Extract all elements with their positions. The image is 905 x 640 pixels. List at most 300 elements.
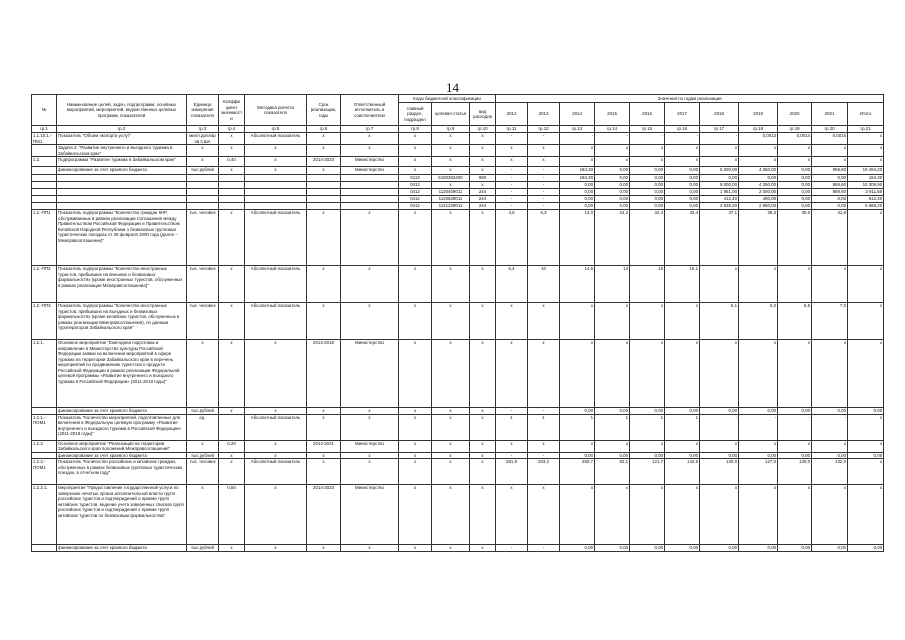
table-cell: 0,00 <box>778 182 812 189</box>
table-cell: 2 950,00 <box>739 203 778 210</box>
table-cell: 1 <box>665 414 700 440</box>
table-cell: x <box>432 266 470 303</box>
table-cell: 0,00 <box>560 408 595 415</box>
table-cell: x <box>630 157 665 167</box>
table-cell: x <box>739 340 778 408</box>
table-row <box>32 203 884 210</box>
table-cell: 0,00 <box>665 545 700 552</box>
table-cell: тыс. человек <box>187 266 219 303</box>
row-number-cell <box>32 196 57 203</box>
table-cell: тыс. человек <box>187 303 219 340</box>
table-cell: x <box>341 210 399 266</box>
table-row <box>32 145 884 157</box>
table-row <box>32 485 884 545</box>
table-cell: 0,00 <box>595 182 630 189</box>
table-cell <box>245 203 307 210</box>
table-cell <box>245 182 307 189</box>
table-cell: 2 636,20 <box>700 203 739 210</box>
table-cell <box>187 175 219 182</box>
row-name-cell: Основное мероприятие "Ежегодная подготовка и направление в Министерство культуры Российской Федерации заявки на включение мероприятий в сфере туризма на территории Забайкальского края в перечень мероприятий по продвижению туристского продукта Российской Федерации в рамках реализации Федеральной целевой программы «Развитие внутреннего и въездного туризма в Российской Федерации» (2011-2018 годы)" <box>57 340 187 408</box>
table-cell: 0,00 <box>665 167 700 175</box>
table-cell: x <box>399 459 432 485</box>
table-cell: x <box>665 157 700 167</box>
column-number-cell: гр.1 <box>32 126 57 133</box>
table-cell: x <box>245 485 307 545</box>
table-cell <box>187 196 219 203</box>
table-cell: x <box>470 167 496 175</box>
table-cell: 0412 <box>399 196 432 203</box>
table-cell: - <box>496 182 528 189</box>
table-cell: x <box>595 340 630 408</box>
table-cell: - <box>496 545 528 552</box>
column-number-cell: гр.7 <box>341 126 399 133</box>
row-number-cell: 1.2.2.-ПОМ1 <box>32 459 57 485</box>
table-cell: x <box>245 167 307 175</box>
header-method: Методика расчета показателя <box>245 95 307 126</box>
table-cell: x <box>399 210 432 266</box>
table-cell: 82,1 <box>595 459 630 485</box>
table-cell: x <box>496 440 528 452</box>
table-cell <box>219 189 245 196</box>
column-number-cell: гр.11 <box>496 126 528 133</box>
table-cell <box>307 189 341 196</box>
table-cell: 0,00 <box>778 175 812 182</box>
table-cell: x <box>560 157 595 167</box>
table-cell: 400,00 <box>739 196 778 203</box>
table-cell: x <box>245 452 307 459</box>
table-cell: 0412 <box>399 182 432 189</box>
table-cell: - <box>560 133 595 145</box>
table-cell: 120,0 <box>700 459 739 485</box>
table-cell: 0,00 <box>739 175 778 182</box>
table-cell: x <box>496 485 528 545</box>
table-cell: x <box>341 414 399 440</box>
table-cell <box>341 203 399 210</box>
table-cell: - <box>496 452 528 459</box>
table-cell: 0,00 <box>665 452 700 459</box>
table-cell: 0,00 <box>630 196 665 203</box>
row-name-cell: Показатель подпрограммы "Количество иностранных туристов, прибывших на внешних и безвизовых формальностях (кроме иностранных туристов, обслуженных в рамках реализации Межправсоглашения)" <box>57 266 187 303</box>
table-cell: 6,5 <box>778 303 812 340</box>
header-year-col: 2016 <box>630 103 665 126</box>
table-cell <box>245 175 307 182</box>
table-cell: 1 <box>630 414 665 440</box>
table-cell: - <box>812 414 848 440</box>
table-cell: x <box>739 157 778 167</box>
table-cell: 0,00 <box>630 167 665 175</box>
row-name-cell <box>57 182 187 189</box>
table-row <box>32 414 884 440</box>
table-cell: x <box>470 157 496 167</box>
header-resp: Ответственный исполнитель и соисполнители <box>341 95 399 126</box>
table-cell: x <box>812 340 848 408</box>
table-cell: 0,00 <box>812 203 848 210</box>
table-cell: 0,00 <box>665 196 700 203</box>
table-cell: x <box>399 485 432 545</box>
table-cell: x <box>630 303 665 340</box>
table-cell: x <box>630 340 665 408</box>
table-cell: x <box>560 485 595 545</box>
table-cell: 4,5 <box>496 210 528 266</box>
table-cell: x <box>432 133 470 145</box>
table-cell: 142,6 <box>665 459 700 485</box>
row-name-cell: финансирование за счет краевого бюджета <box>57 167 187 175</box>
table-cell: x <box>778 440 812 452</box>
table-cell: x <box>470 340 496 408</box>
table-cell: тыс. человек <box>187 459 219 485</box>
column-number-cell: гр.14 <box>595 126 630 133</box>
table-cell: 0,40 <box>219 157 245 167</box>
table-cell: x <box>219 545 245 552</box>
row-number-cell <box>32 145 57 157</box>
table-cell: x <box>219 133 245 145</box>
table-cell: - <box>528 167 560 175</box>
table-cell: 281,9 <box>496 459 528 485</box>
table-cell: 5 000,00 <box>700 167 739 175</box>
table-cell: Абсолютный показатель <box>245 414 307 440</box>
table-cell: x <box>307 459 341 485</box>
row-name-cell: Показатель подпрограммы "Количество граждан КНР, обслуживаемых в рамках реализации Соглашения между Правительством Российской Федерации и Правительством Китайской Народной Республики о безвизовых групповых туристических поездках от 29 февраля 2000 года (далее – Межправсоглашение)" <box>57 210 187 266</box>
table-cell: Абсолютный показатель <box>245 266 307 303</box>
table-cell: 5150363400 <box>432 175 470 182</box>
table-cell: 203,2 <box>528 459 560 485</box>
table-cell: 244 <box>470 189 496 196</box>
table-cell: милл.долларов США <box>187 133 219 145</box>
table-cell: x <box>307 210 341 266</box>
table-cell <box>219 196 245 203</box>
table-cell <box>341 182 399 189</box>
table-cell: x <box>245 440 307 452</box>
table-cell: 0,00 <box>665 203 700 210</box>
table-cell: x <box>399 408 432 415</box>
table-row <box>32 189 884 196</box>
program-table <box>31 94 884 552</box>
table-cell: 0,00 <box>700 408 739 415</box>
header-year-col: Итого <box>848 103 884 126</box>
table-cell: - <box>528 133 560 145</box>
table-cell: x <box>399 266 432 303</box>
table-cell: x <box>341 266 399 303</box>
table-cell: x <box>470 485 496 545</box>
table-cell: x <box>496 157 528 167</box>
table-cell: x <box>560 303 595 340</box>
table-cell: 0,00 <box>560 182 595 189</box>
table-cell: 0,0015 <box>812 133 848 145</box>
table-cell: x <box>848 440 884 452</box>
table-cell: x <box>848 303 884 340</box>
header-year-col: 2018 <box>700 103 739 126</box>
table-cell: - <box>528 189 560 196</box>
table-cell: x <box>432 452 470 459</box>
table-cell: 0,00 <box>630 182 665 189</box>
row-name-cell: финансирование за счет краевого бюджета <box>57 545 187 552</box>
table-cell <box>341 175 399 182</box>
table-cell: 13,0 <box>560 210 595 266</box>
table-cell: 0,00 <box>595 167 630 175</box>
table-cell: 0,00 <box>595 545 630 552</box>
row-number-cell: 1.2.-ПП2 <box>32 266 57 303</box>
table-cell: - <box>595 133 630 145</box>
row-number-cell: 1.1.10.1.-ПМ1 <box>32 133 57 145</box>
table-cell: x <box>496 145 528 157</box>
row-number-cell <box>32 182 57 189</box>
table-cell: x <box>848 340 884 408</box>
row-name-cell: Показатель подпрограммы "Количество иностранных туристов, прибывших на въездных и безвизовых формальностях (кроме китайских туристов, обслуженных в рамках реализации Межправсоглашения), по данным туроператоров Забайкальского края" <box>57 303 187 340</box>
table-cell: x <box>528 340 560 408</box>
table-cell: Абсолютный показатель <box>245 133 307 145</box>
table-cell: x <box>219 408 245 415</box>
table-cell <box>341 196 399 203</box>
table-cell: x <box>470 210 496 266</box>
table-cell: 244 <box>470 196 496 203</box>
header-bk-col: главный раздел, подраздел <box>399 103 432 126</box>
column-number-cell: гр.17 <box>700 126 739 133</box>
table-cell: 2 000,00 <box>739 189 778 196</box>
table-cell: x <box>432 485 470 545</box>
row-number-cell: 1.2.-ПП3 <box>32 303 57 340</box>
table-cell: x <box>307 414 341 440</box>
table-cell: x <box>665 440 700 452</box>
table-cell: x <box>560 340 595 408</box>
table-row <box>32 210 884 266</box>
table-cell: 0,00 <box>700 452 739 459</box>
table-cell: x <box>187 157 219 167</box>
table-cell: x <box>778 485 812 545</box>
header-year-col: 2015 <box>595 103 630 126</box>
table-cell: x <box>739 266 778 303</box>
table-cell: x <box>848 210 884 266</box>
table-cell: 0,00 <box>665 189 700 196</box>
table-cell: 0,00 <box>778 167 812 175</box>
table-cell: 1 <box>496 414 528 440</box>
table-cell: Министерство <box>341 485 399 545</box>
table-cell: x <box>848 145 884 157</box>
row-number-cell <box>32 175 57 182</box>
table-cell: x <box>595 303 630 340</box>
table-cell <box>219 203 245 210</box>
table-cell <box>341 189 399 196</box>
row-name-cell: Задача 2. "Развитие внутреннего и въездного туризма в Забайкальском крае" <box>57 145 187 157</box>
table-cell: 2014-2023 <box>307 157 341 167</box>
table-cell: x <box>432 145 470 157</box>
table-cell: 0,00 <box>812 196 848 203</box>
table-cell: x <box>307 167 341 175</box>
table-cell <box>307 196 341 203</box>
table-cell: x <box>630 145 665 157</box>
table-cell: 184,30 <box>560 175 595 182</box>
table-cell: 0,0014 <box>778 133 812 145</box>
table-cell: 0,00 <box>778 189 812 196</box>
table-cell: x <box>432 340 470 408</box>
table-cell: 0,00 <box>560 189 595 196</box>
table-cell: x <box>700 266 739 303</box>
table-cell: x <box>470 182 496 189</box>
table-cell: 0,00 <box>812 175 848 182</box>
table-cell: x <box>399 452 432 459</box>
table-cell: 0,50 <box>219 485 245 545</box>
table-cell: 0,00 <box>665 182 700 189</box>
table-body <box>32 126 884 552</box>
column-number-cell: гр.21 <box>848 126 884 133</box>
table-cell: - <box>528 452 560 459</box>
table-cell: x <box>341 133 399 145</box>
table-cell: 0,00 <box>812 545 848 552</box>
table-cell: x <box>432 408 470 415</box>
table-cell: 0,00 <box>595 175 630 182</box>
table-cell: 42,4 <box>665 210 700 266</box>
table-cell: x <box>341 145 399 157</box>
table-cell: - <box>496 175 528 182</box>
table-cell: x <box>470 266 496 303</box>
table-cell: - <box>496 189 528 196</box>
column-number-cell: гр.6 <box>307 126 341 133</box>
table-cell: 121,7 <box>630 459 665 485</box>
header-coef: Коэффи циент значимости <box>219 95 245 126</box>
table-cell: x <box>812 266 848 303</box>
table-cell: 1 951,00 <box>700 189 739 196</box>
row-number-cell: 1.2. <box>32 157 57 167</box>
table-cell: - <box>700 414 739 440</box>
table-cell: 2014-2018 <box>307 340 341 408</box>
table-cell: x <box>245 157 307 167</box>
table-cell: x <box>470 133 496 145</box>
table-cell: x <box>432 414 470 440</box>
table-cell: - <box>496 203 528 210</box>
table-row <box>32 266 884 303</box>
table-cell <box>187 189 219 196</box>
table-cell: x <box>432 157 470 167</box>
table-cell: 0,00 <box>778 196 812 203</box>
row-name-cell: Основное мероприятие "Реализация на территории Забайкальского края положений Межправсоглашения" <box>57 440 187 452</box>
table-cell: 184,30 <box>848 175 884 182</box>
table-cell: - <box>528 182 560 189</box>
column-number-cell: гр.4 <box>219 126 245 133</box>
table-cell: 0,00 <box>700 175 739 182</box>
table-row <box>32 196 884 203</box>
table-cell: 3 911,50 <box>848 189 884 196</box>
table-cell: x <box>341 545 399 552</box>
table-cell: - <box>496 196 528 203</box>
header-year-col: 2020 <box>778 103 812 126</box>
table-cell: - <box>528 196 560 203</box>
column-number-cell: гр.5 <box>245 126 307 133</box>
table-cell: Министерство <box>341 157 399 167</box>
table-cell: 24,2 <box>595 210 630 266</box>
table-cell: x <box>778 340 812 408</box>
table-cell: 0,00 <box>665 175 700 182</box>
table-cell: - <box>528 175 560 182</box>
table-cell: 0,00 <box>778 452 812 459</box>
table-cell: 5,1 <box>700 303 739 340</box>
table-cell: x <box>307 145 341 157</box>
table-cell: x <box>219 340 245 408</box>
table-cell: x <box>341 452 399 459</box>
table-cell: 0,00 <box>778 203 812 210</box>
row-number-cell: 1.2.2.1. <box>32 485 57 545</box>
table-cell: x <box>665 145 700 157</box>
table-cell: 4 250,00 <box>739 182 778 189</box>
table-cell: x <box>665 340 700 408</box>
table-cell: x <box>812 485 848 545</box>
table-cell: x <box>219 167 245 175</box>
table-cell: x <box>399 545 432 552</box>
table-cell: 1 <box>560 414 595 440</box>
table-cell: x <box>187 440 219 452</box>
column-number-row <box>32 126 884 133</box>
table-cell: x <box>595 145 630 157</box>
table-cell: x <box>470 414 496 440</box>
table-cell: x <box>630 485 665 545</box>
table-row <box>32 340 884 408</box>
table-cell: 959,60 <box>812 189 848 196</box>
table-cell: 0,00 <box>848 545 884 552</box>
table-row <box>32 167 884 175</box>
table-cell: Абсолютный показатель <box>245 459 307 485</box>
table-cell: x <box>399 167 432 175</box>
table-cell: x <box>812 145 848 157</box>
table-cell: x <box>432 182 470 189</box>
table-cell: x <box>848 157 884 167</box>
table-cell: Министерство <box>341 440 399 452</box>
header-name: Наименование целей, задач, подпрограмм, основных мероприятий, мероприятий, ведомственных целевых программ, показателей <box>57 95 187 126</box>
table-cell: x <box>307 303 341 340</box>
row-name-cell: Показатель "Количество российских и китайских граждан, обслуженных в рамках безвизовых групповых туристических поездок, в отчетном году" <box>57 459 187 485</box>
table-cell: x <box>496 303 528 340</box>
table-cell: x <box>245 145 307 157</box>
table-cell: 0,00 <box>848 408 884 415</box>
table-cell: 38,3 <box>739 210 778 266</box>
table-cell: тыс.рублей <box>187 167 219 175</box>
row-name-cell <box>57 189 187 196</box>
table-cell: 0,00 <box>700 545 739 552</box>
table-cell: x <box>307 545 341 552</box>
table-cell: x <box>595 440 630 452</box>
table-cell: 0,00 <box>560 452 595 459</box>
table-cell: x <box>595 485 630 545</box>
table-row <box>32 182 884 189</box>
table-cell: x <box>812 440 848 452</box>
table-cell: 0,00 <box>630 452 665 459</box>
row-number-cell <box>32 167 57 175</box>
table-cell: x <box>399 440 432 452</box>
table-cell: - <box>528 408 560 415</box>
table-cell: x <box>848 485 884 545</box>
table-cell: x <box>432 459 470 485</box>
table-cell: 7,0 <box>812 303 848 340</box>
table-cell: 5 586,20 <box>848 203 884 210</box>
column-number-cell: гр.12 <box>528 126 560 133</box>
table-cell: 880 <box>470 175 496 182</box>
table-cell: 0,00 <box>778 545 812 552</box>
table-cell: x <box>399 145 432 157</box>
page-number: 14 <box>446 80 459 95</box>
table-cell: x <box>307 452 341 459</box>
table-cell: 10 309,90 <box>848 182 884 189</box>
table-cell: x <box>778 266 812 303</box>
table-cell: 0,00 <box>560 545 595 552</box>
table-cell: x <box>341 303 399 340</box>
table-cell: 0,0013 <box>739 133 778 145</box>
table-cell: 37,1 <box>700 210 739 266</box>
table-cell: x <box>245 408 307 415</box>
header-year-col: 2013 <box>528 103 560 126</box>
table-cell: 244 <box>470 203 496 210</box>
table-cell: x <box>739 485 778 545</box>
table-cell: - <box>496 408 528 415</box>
table-cell: ед. <box>187 414 219 440</box>
table-cell: 4 250,00 <box>739 167 778 175</box>
table-cell: - <box>778 414 812 440</box>
